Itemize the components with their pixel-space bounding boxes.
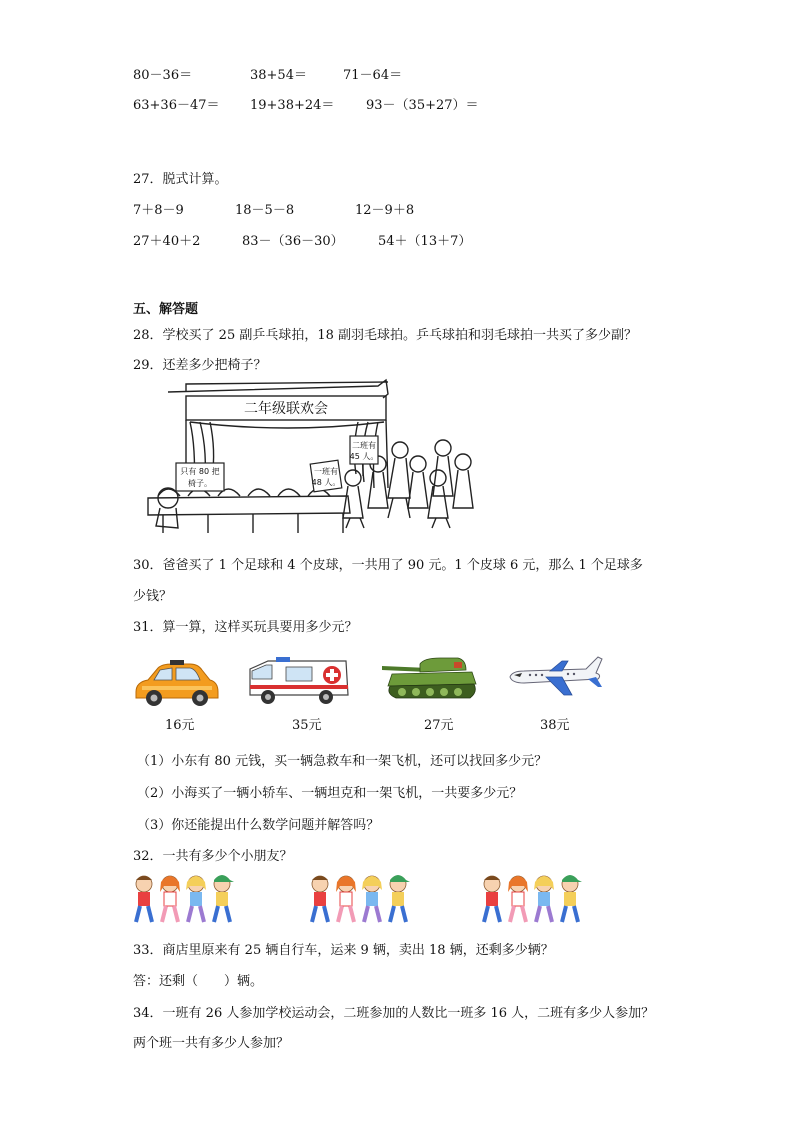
toy-price: 38元: [540, 718, 570, 733]
calc-item: 80－36＝: [133, 68, 193, 83]
section-heading: 五、解答题: [133, 302, 199, 317]
expression: 7＋8－9: [133, 203, 184, 218]
calc-item: 93－（35+27）＝: [366, 98, 479, 113]
sign-class2-line2: 45 人。: [349, 452, 379, 461]
question-30-line2: 少钱？: [133, 589, 173, 604]
question-27-title: 27．脱式计算。: [133, 172, 228, 187]
toy-price: 27元: [424, 718, 454, 733]
expression: 27＋40＋2: [133, 234, 201, 249]
banner-text: 二年级联欢会: [244, 401, 328, 417]
question-34-line2: 两个班一共有多少人参加？: [133, 1036, 290, 1051]
question-31-sub3: （3）你还能提出什么数学问题并解答吗？: [137, 818, 380, 833]
question-31-sub1: （1）小东有 80 元钱，买一辆急救车和一架飞机，还可以找回多少元？: [137, 754, 548, 769]
sign-class1-line1: 一班有: [314, 467, 338, 476]
taxi-icon: [132, 660, 220, 710]
calc-item: 38+54＝: [250, 68, 307, 83]
toy-price: 16元: [165, 718, 195, 733]
answer-line: 答：还剩（ ）辆。: [133, 974, 264, 989]
question-31-sub2: （2）小海买了一辆小轿车、一辆坦克和一架飞机，一共要多少元？: [137, 786, 523, 801]
calc-item: 19+38+24＝: [250, 98, 335, 113]
expression: 54＋（13＋7）: [378, 234, 472, 249]
sign-class1-line2: 48 人。: [311, 478, 341, 487]
question-28: 28．学校买了 25 副乒乓球拍，18 副羽毛球拍。乒乓球拍和羽毛球拍一共买了多少副？: [133, 328, 638, 343]
calc-item: 63+36－47＝: [133, 98, 220, 113]
question-33: 33．商店里原来有 25 辆自行车，运来 9 辆，卖出 18 辆，还剩多少辆？: [133, 943, 554, 958]
expression: 18－5－8: [235, 203, 295, 218]
question-30-line1: 30．爸爸买了 1 个足球和 4 个皮球，一共用了 90 元。1 个皮球 6 元，那么 1 个足球多: [133, 558, 643, 573]
airplane-icon: [506, 655, 604, 697]
party-illustration: [138, 378, 488, 538]
question-32: 32．一共有多少个小朋友？: [133, 849, 293, 864]
toy-price: 35元: [292, 718, 322, 733]
sign-chairs-line1: 只有 80 把: [180, 467, 220, 476]
question-31-title: 31．算一算，这样买玩具要用多少元？: [133, 620, 358, 635]
expression: 83－（36－30）: [242, 234, 344, 249]
sign-chairs-line2: 椅子。: [188, 479, 212, 488]
ambulance-icon: [246, 655, 352, 707]
question-34-line1: 34．一班有 26 人参加学校运动会，二班参加的人数比一班多 16 人，二班有多少人参加？: [133, 1006, 655, 1021]
expression: 12－9＋8: [355, 203, 415, 218]
question-29: 29．还差多少把椅子？: [133, 358, 267, 373]
calc-item: 71－64＝: [343, 68, 403, 83]
sign-class2-line1: 二班有: [352, 441, 376, 450]
children-groups-illustration: [130, 870, 670, 928]
tank-icon: [380, 656, 478, 702]
